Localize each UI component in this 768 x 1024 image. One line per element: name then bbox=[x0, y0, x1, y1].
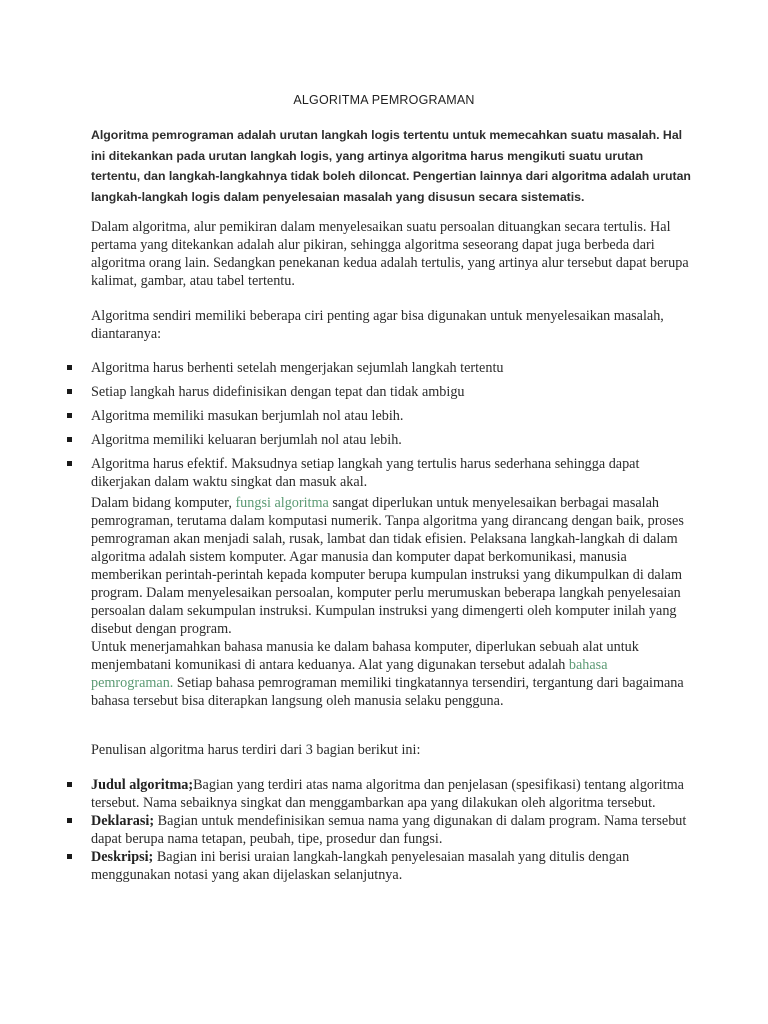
bullet-icon bbox=[67, 818, 72, 823]
paragraph-text: Untuk menerjamahkan bahasa manusia ke dalam bahasa komputer, diperlukan sebuah alat untuk menjembatani komunikasi di antara keduanya. Alat yang digunakan tersebut adalah bbox=[91, 639, 639, 673]
paragraph-text: sangat diperlukan untuk menyelesaikan berbagai masalah pemrograman, terutama dalam komputasi numerik. Tanpa algoritma yang dirancang dengan baik, proses pemrograman akan menjadi salah, rusak, lambat dan tidak efisien. Pelaksana langkah-langkah di dalam algoritma adalah sistem komputer. Agar manusia dan komputer dapat berkomunikasi, manusia memberikan perintah-perintah kepada komputer berupa kumpulan instruksi yang dikumpulkan di dalam program. Dalam menyelesaikan persoalan, komputer perlu merumuskan beberapa langkah penyelesaian persoalan dalam sekumpulan instruksi. Kumpulan instruksi yang dimengerti oleh komputer inilah yang disebut dengan program. bbox=[91, 495, 684, 637]
ciri-list bbox=[0, 359, 768, 497]
document-title: ALGORITMA PEMROGRAMAN bbox=[293, 93, 475, 107]
bullet-icon bbox=[67, 782, 72, 787]
list-item bbox=[0, 812, 691, 848]
list-item-text: Setiap langkah harus didefinisikan dengan tepat dan tidak ambigu bbox=[91, 384, 465, 400]
fungsi-algoritma-link[interactable]: fungsi algoritma bbox=[235, 495, 329, 511]
bullet-icon bbox=[67, 389, 72, 394]
list-item bbox=[0, 431, 691, 449]
list-item-lead: Deskripsi; bbox=[91, 849, 154, 865]
list-item bbox=[0, 383, 691, 401]
paragraph-alur-pemikiran: Dalam algoritma, alur pemikiran dalam menyelesaikan suatu persoalan dituangkan secara tertulis. Hal pertama yang ditekankan adalah alur pikiran, sehingga algoritma seseorang dapat juga berbeda dari algoritma orang lain. Sedangkan penekanan kedua adalah tertulis, yang artinya alur tersebut dapat berupa kalimat, gambar, atau tabel tertentu. bbox=[91, 219, 689, 289]
list-item-lead: Judul algoritma; bbox=[91, 777, 194, 793]
list-item bbox=[0, 359, 691, 377]
list-item bbox=[0, 455, 691, 491]
bagian-list bbox=[0, 776, 768, 884]
paragraph-text: Setiap bahasa pemrograman memiliki tingkatannya tersendiri, tergantung dari bagaimana bahasa tersebut bisa diterapkan langsung oleh manusia selaku pengguna. bbox=[91, 675, 684, 709]
list-item-text: Algoritma memiliki masukan berjumlah nol atau lebih. bbox=[91, 408, 404, 424]
list-item bbox=[0, 776, 691, 812]
list-item-text: Bagian yang terdiri atas nama algoritma dan penjelasan (spesifikasi) tentang algoritma tersebut. Nama sebaiknya singkat dan menggambarkan apa yang dilakukan oleh algoritma tersebut. bbox=[91, 777, 684, 811]
paragraph-penulisan-intro: Penulisan algoritma harus terdiri dari 3 bagian berikut ini: bbox=[91, 742, 421, 758]
bullet-icon bbox=[67, 461, 72, 466]
bullet-icon bbox=[67, 854, 72, 859]
bullet-icon bbox=[67, 437, 72, 442]
list-item bbox=[0, 407, 691, 425]
list-item-text: Algoritma harus efektif. Maksudnya setiap langkah yang tertulis harus sederhana sehingga dapat dikerjakan dalam waktu singkat dan masuk akal. bbox=[91, 456, 640, 490]
bahasa-pemrograman-link[interactable]: bahasa pemrograman. bbox=[91, 657, 608, 691]
bullet-icon bbox=[67, 413, 72, 418]
list-item-text: Algoritma memiliki keluaran berjumlah nol atau lebih. bbox=[91, 432, 402, 448]
paragraph-bidang-komputer bbox=[91, 494, 691, 710]
list-item-text: Bagian ini berisi uraian langkah-langkah penyelesaian masalah yang ditulis dengan menggunakan notasi yang akan dijelaskan selanjutnya. bbox=[91, 849, 630, 883]
paragraph-text: Dalam bidang komputer, bbox=[91, 495, 236, 511]
intro-paragraph: Algoritma pemrograman adalah urutan langkah logis tertentu untuk memecahkan suatu masalah. Hal ini ditekankan pada urutan langkah logis, yang artinya algoritma harus mengikuti suatu urutan tertentu, dan langkah-langkahnya tidak boleh diloncat. Pengertian lainnya dari algoritma adalah urutan langkah-langkah logis dalam penyelesaian masalah yang disusun secara sistematis. bbox=[91, 128, 691, 204]
paragraph-ciri-intro: Algoritma sendiri memiliki beberapa ciri penting agar bisa digunakan untuk menyelesaikan masalah, diantaranya: bbox=[91, 308, 664, 342]
list-item-lead: Deklarasi; bbox=[91, 813, 155, 829]
bullet-icon bbox=[67, 365, 72, 370]
list-item bbox=[0, 848, 691, 884]
list-item-text: Bagian untuk mendefinisikan semua nama yang digunakan di dalam program. Nama tersebut dapat berupa nama tetapan, peubah, tipe, prosedur dan fungsi. bbox=[91, 813, 687, 847]
list-item-text: Algoritma harus berhenti setelah mengerjakan sejumlah langkah tertentu bbox=[91, 360, 504, 376]
